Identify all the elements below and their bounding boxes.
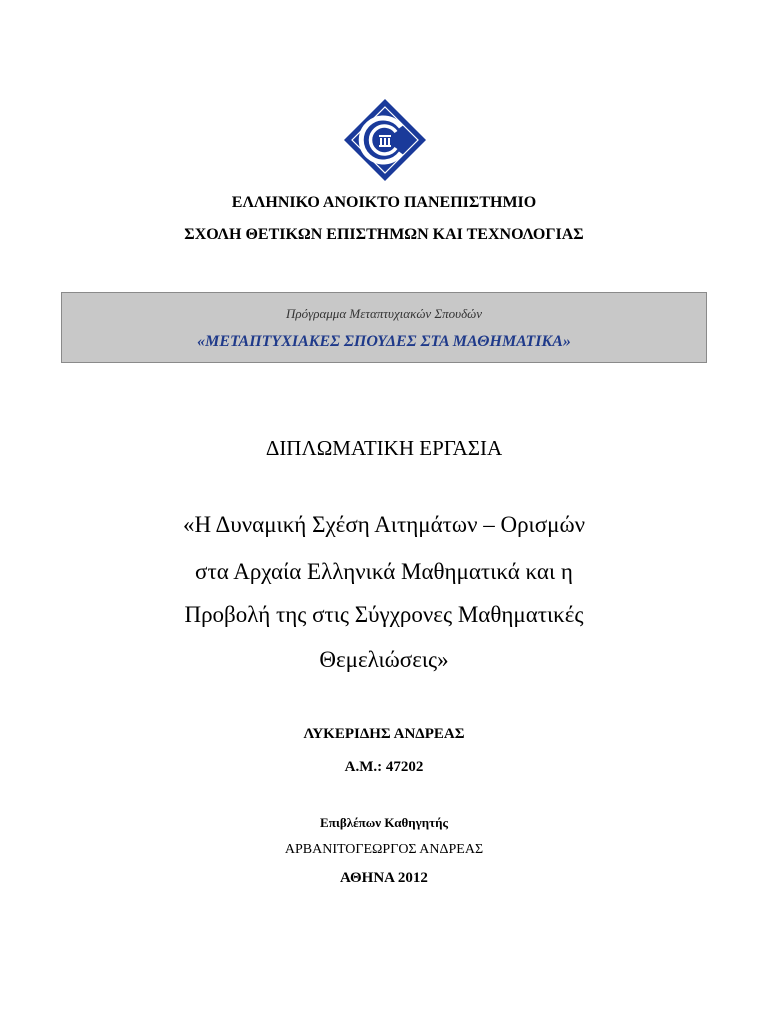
thesis-title-line: στα Αρχαία Ελληνικά Μαθηματικά και η: [195, 559, 573, 584]
thesis-title-line: Προβολή της στις Σύγχρονες Μαθηματικές: [184, 602, 584, 627]
thesis-title-line: «Η Δυναμική Σχέση Αιτημάτων – Ορισμών: [182, 512, 586, 537]
author-name: ΛΥΚΕΡΙΔΗΣ ΑΝΔΡΕΑΣ: [303, 726, 465, 742]
program-label: Πρόγραμμα Μεταπτυχιακών Σπουδών: [285, 306, 483, 321]
university-name: ΕΛΛΗΝΙΚΟ ΑΝΟΙΚΤΟ ΠΑΝΕΠΙΣΤΗΜΙΟ: [231, 194, 537, 211]
supervisor-name: ΑΡΒΑΝΙΤΟΓΕΩΡΓΟΣ ΑΝΔΡΕΑΣ: [284, 842, 484, 857]
program-banner: [61, 292, 707, 363]
program-name: «ΜΕΤΑΠΤΥΧΙΑΚΕΣ ΣΠΟΥΔΕΣ ΣΤΑ ΜΑΘΗΜΑΤΙΚΑ»: [197, 333, 571, 350]
registration-number: Α.Μ.: 47202: [344, 759, 424, 775]
thesis-type: ΔΙΠΛΩΜΑΤΙΚΗ ΕΡΓΑΣΙΑ: [265, 436, 503, 460]
university-emblem-icon: [342, 97, 428, 183]
supervisor-label: Επιβλέπων Καθηγητής: [320, 815, 448, 830]
school-name: ΣΧΟΛΗ ΘΕΤΙΚΩΝ ΕΠΙΣΤΗΜΩΝ ΚΑΙ ΤΕΧΝΟΛΟΓΙΑΣ: [184, 226, 584, 243]
place-year: ΑΘΗΝΑ 2012: [340, 870, 428, 886]
thesis-title-line: Θεμελιώσεις»: [319, 647, 449, 672]
